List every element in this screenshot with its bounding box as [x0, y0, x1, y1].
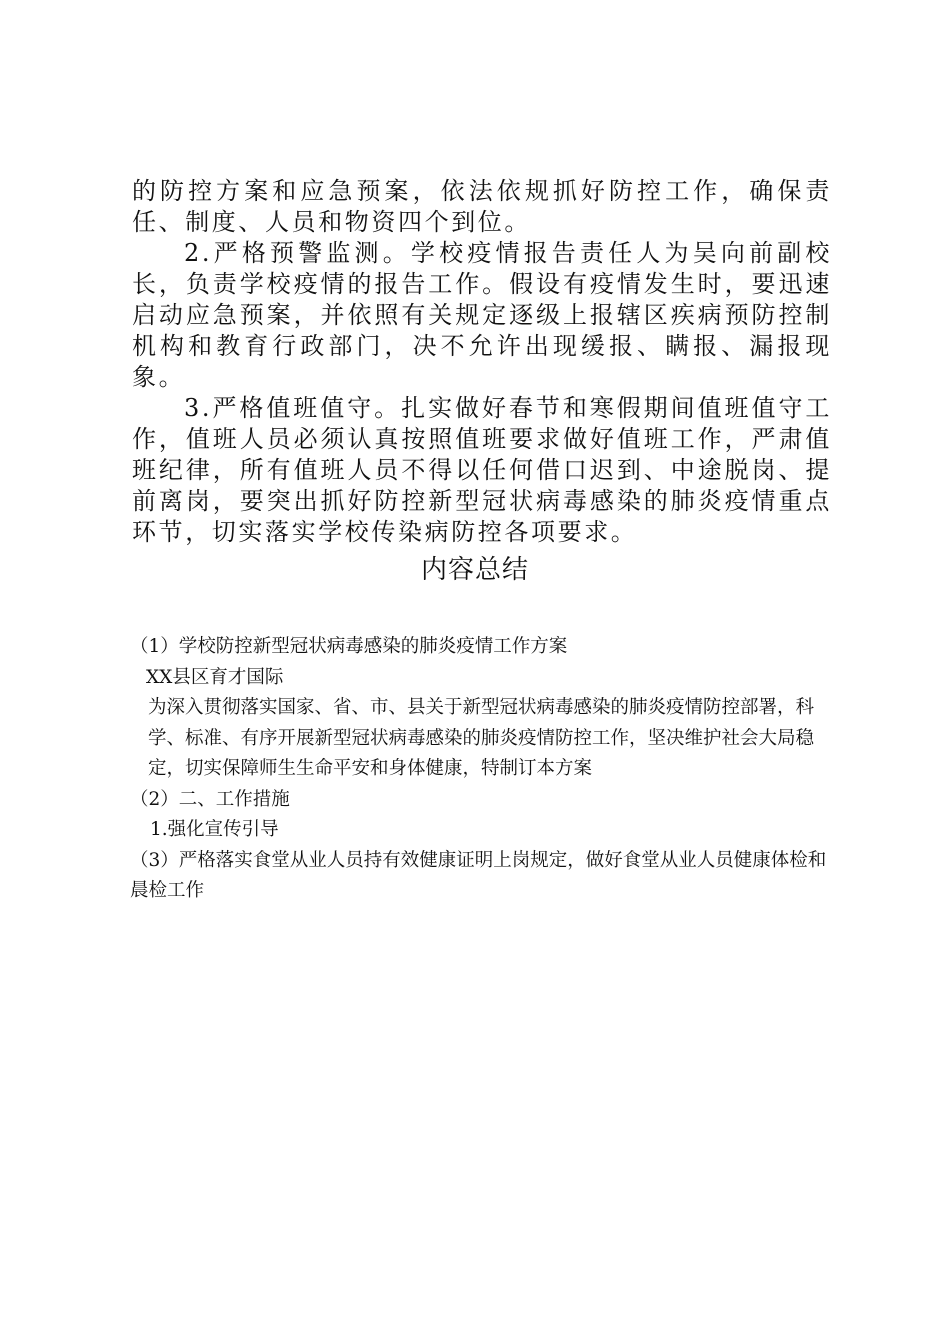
summary-item-3: （3）严格落实食堂从业人员持有效健康证明上岗规定，做好食堂从业人员健康体检和晨检工作 — [130, 849, 827, 901]
summary-subitem: 1.强化宣传引导 — [150, 819, 279, 840]
paragraph-duty-watch: 3.严格值班值守。扎实做好春节和寒假期间值班值守工作，值班人员必须认真按照值班要求做好值班工作，严肃值班纪律，所有值班人员不得以任何借口迟到、中途脱岗、提前离岗，要突出抓好防控新型冠状病毒感染的肺炎疫情重点环节，切实落实学校传染病防控各项要求。 — [132, 394, 832, 546]
paragraph-continuation: 的防控方案和应急预案，依法依规抓好防控工作，确保责任、制度、人员和物资四个到位。 — [132, 177, 832, 236]
body-text — [132, 176, 832, 548]
summary-title: 内容总结 — [420, 555, 529, 585]
summary-item-1: （1）学校防控新型冠状病毒感染的肺炎疫情工作方案 — [130, 636, 568, 657]
paragraph-warning-monitoring: 2.严格预警监测。学校疫情报告责任人为吴向前副校长，负责学校疫情的报告工作。假设有疫情发生时，要迅速启动应急预案，并依照有关规定逐级上报辖区疾病预防控制机构和教育行政部门，决不允许出现缓报、瞒报、漏报现象。 — [132, 239, 832, 391]
summary-school-name: XX县区育才国际 — [146, 666, 284, 688]
summary-section — [130, 632, 830, 907]
summary-intro-text: 为深入贯彻落实国家、省、市、县关于新型冠状病毒感染的肺炎疫情防控部署，科学、标准、有序开展新型冠状病毒感染的肺炎疫情防控工作，坚决维护社会大局稳定，切实保障师生生命平安和身体健康，特制订本方案 — [148, 697, 815, 779]
summary-item-2: （2）二、工作措施 — [130, 788, 290, 810]
